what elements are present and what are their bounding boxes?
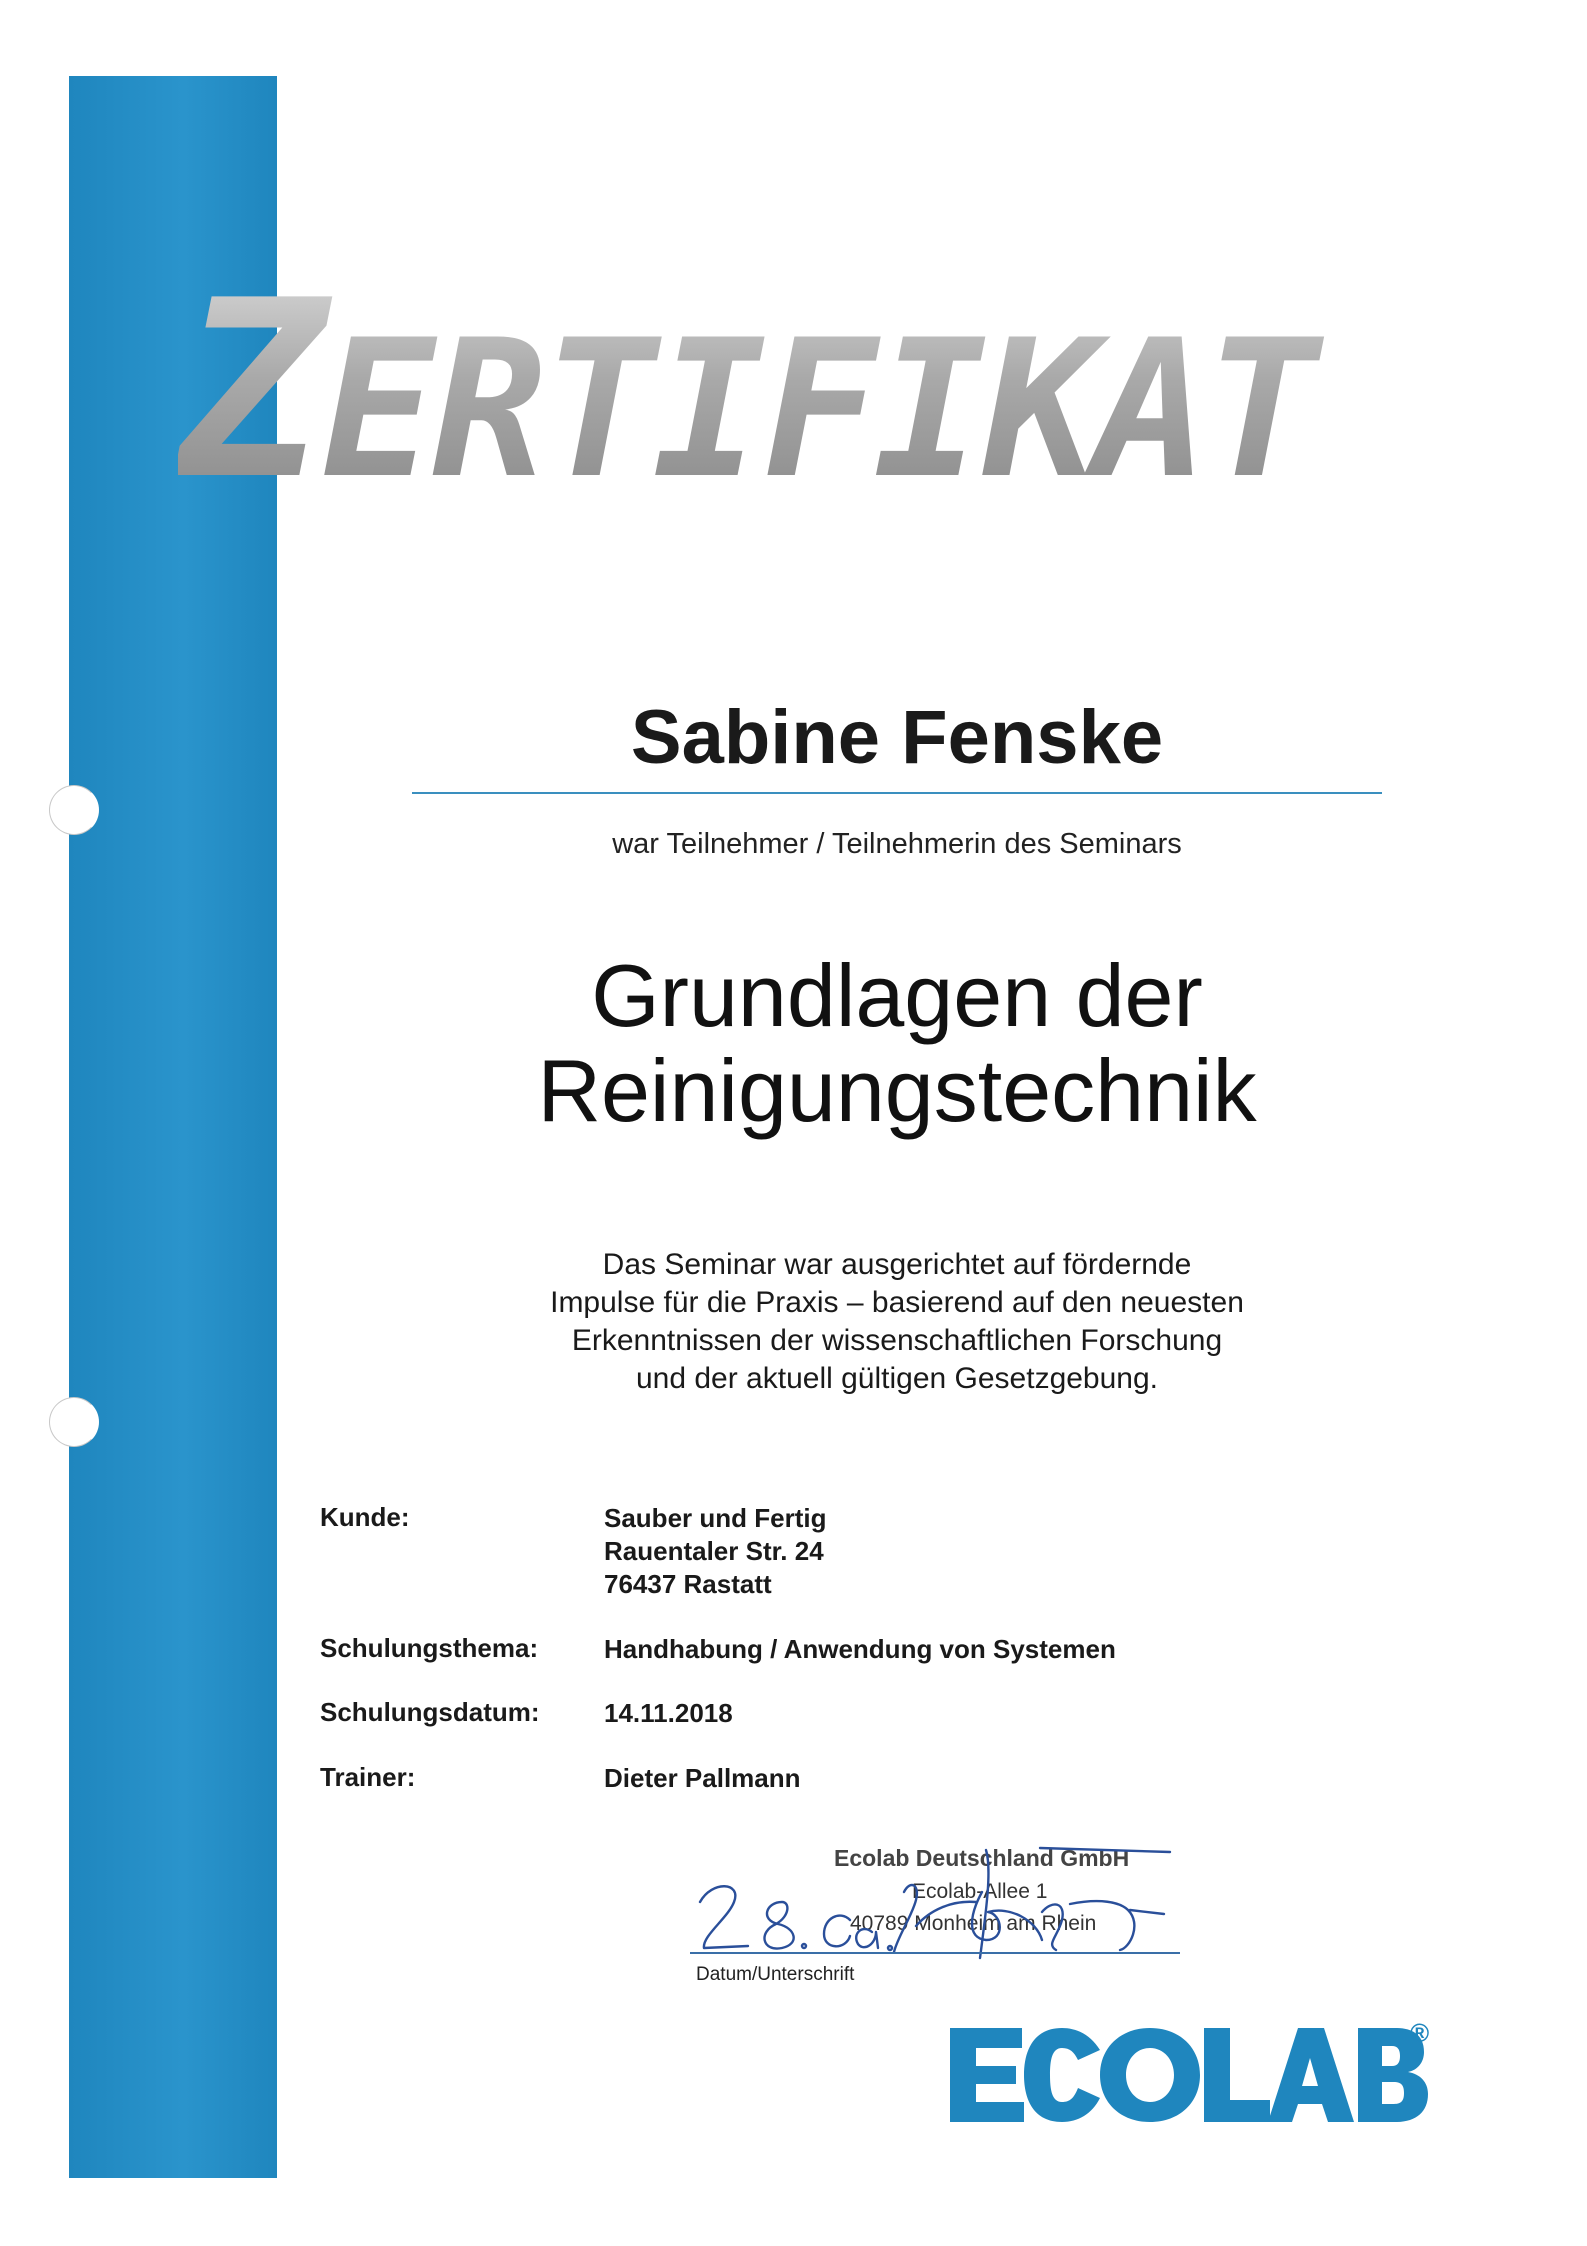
seminar-title-line: Reinigungstechnik	[537, 1041, 1257, 1141]
customer-line: Rauentaler Str. 24	[604, 1536, 824, 1566]
description-line: Erkenntnissen der wissenschaftlichen Forschung	[571, 1324, 1223, 1358]
date-label: Schulungsdatum:	[320, 1697, 540, 1727]
description-line: und der aktuell gültigen Gesetzgebung.	[635, 1362, 1159, 1396]
customer-line: 76437 Rastatt	[604, 1569, 772, 1599]
title-rest: ERTIFIKAT	[321, 299, 1316, 520]
date-value: 14.11.2018	[604, 1698, 733, 1728]
seminar-description	[412, 1246, 1382, 1398]
company-city: 40789 Monheim am Rhein	[850, 1912, 1097, 1935]
handwritten-signature	[690, 1840, 1210, 1965]
ecolab-logo	[950, 2020, 1430, 2130]
trainer-label: Trainer:	[320, 1762, 416, 1792]
description-line: Das Seminar war ausgerichtet auf fördernde	[602, 1248, 1192, 1281]
company-street: Ecolab-Allee 1	[912, 1880, 1048, 1903]
certificate-title	[178, 248, 1378, 533]
participation-text: war Teilnehmer / Teilnehmerin des Seminars	[612, 828, 1182, 860]
signature-label: Datum/Unterschrift	[696, 1964, 855, 1985]
seminar-title	[412, 946, 1382, 1141]
customer-label: Kunde:	[320, 1502, 410, 1532]
signature-line	[690, 1952, 1180, 1954]
company-name: Ecolab Deutschland GmbH	[834, 1845, 1130, 1871]
description-line: Impulse für die Praxis – basierend auf den neuesten	[550, 1286, 1244, 1320]
trainer-value: Dieter Pallmann	[604, 1763, 801, 1793]
topic-label: Schulungsthema:	[320, 1633, 539, 1663]
customer-line: Sauber und Fertig	[604, 1503, 827, 1533]
punch-hole-bottom	[49, 1397, 99, 1447]
customer-address	[604, 1502, 826, 1601]
title-initial: Z	[178, 248, 322, 533]
seminar-title-line: Grundlagen der	[591, 946, 1203, 1045]
registered-mark: ®	[1410, 2018, 1430, 2048]
participant-name: Sabine Fenske	[630, 695, 1164, 780]
topic-value: Handhabung / Anwendung von Systemen	[604, 1634, 1116, 1664]
punch-hole-top	[49, 785, 99, 835]
name-underline	[412, 792, 1382, 794]
